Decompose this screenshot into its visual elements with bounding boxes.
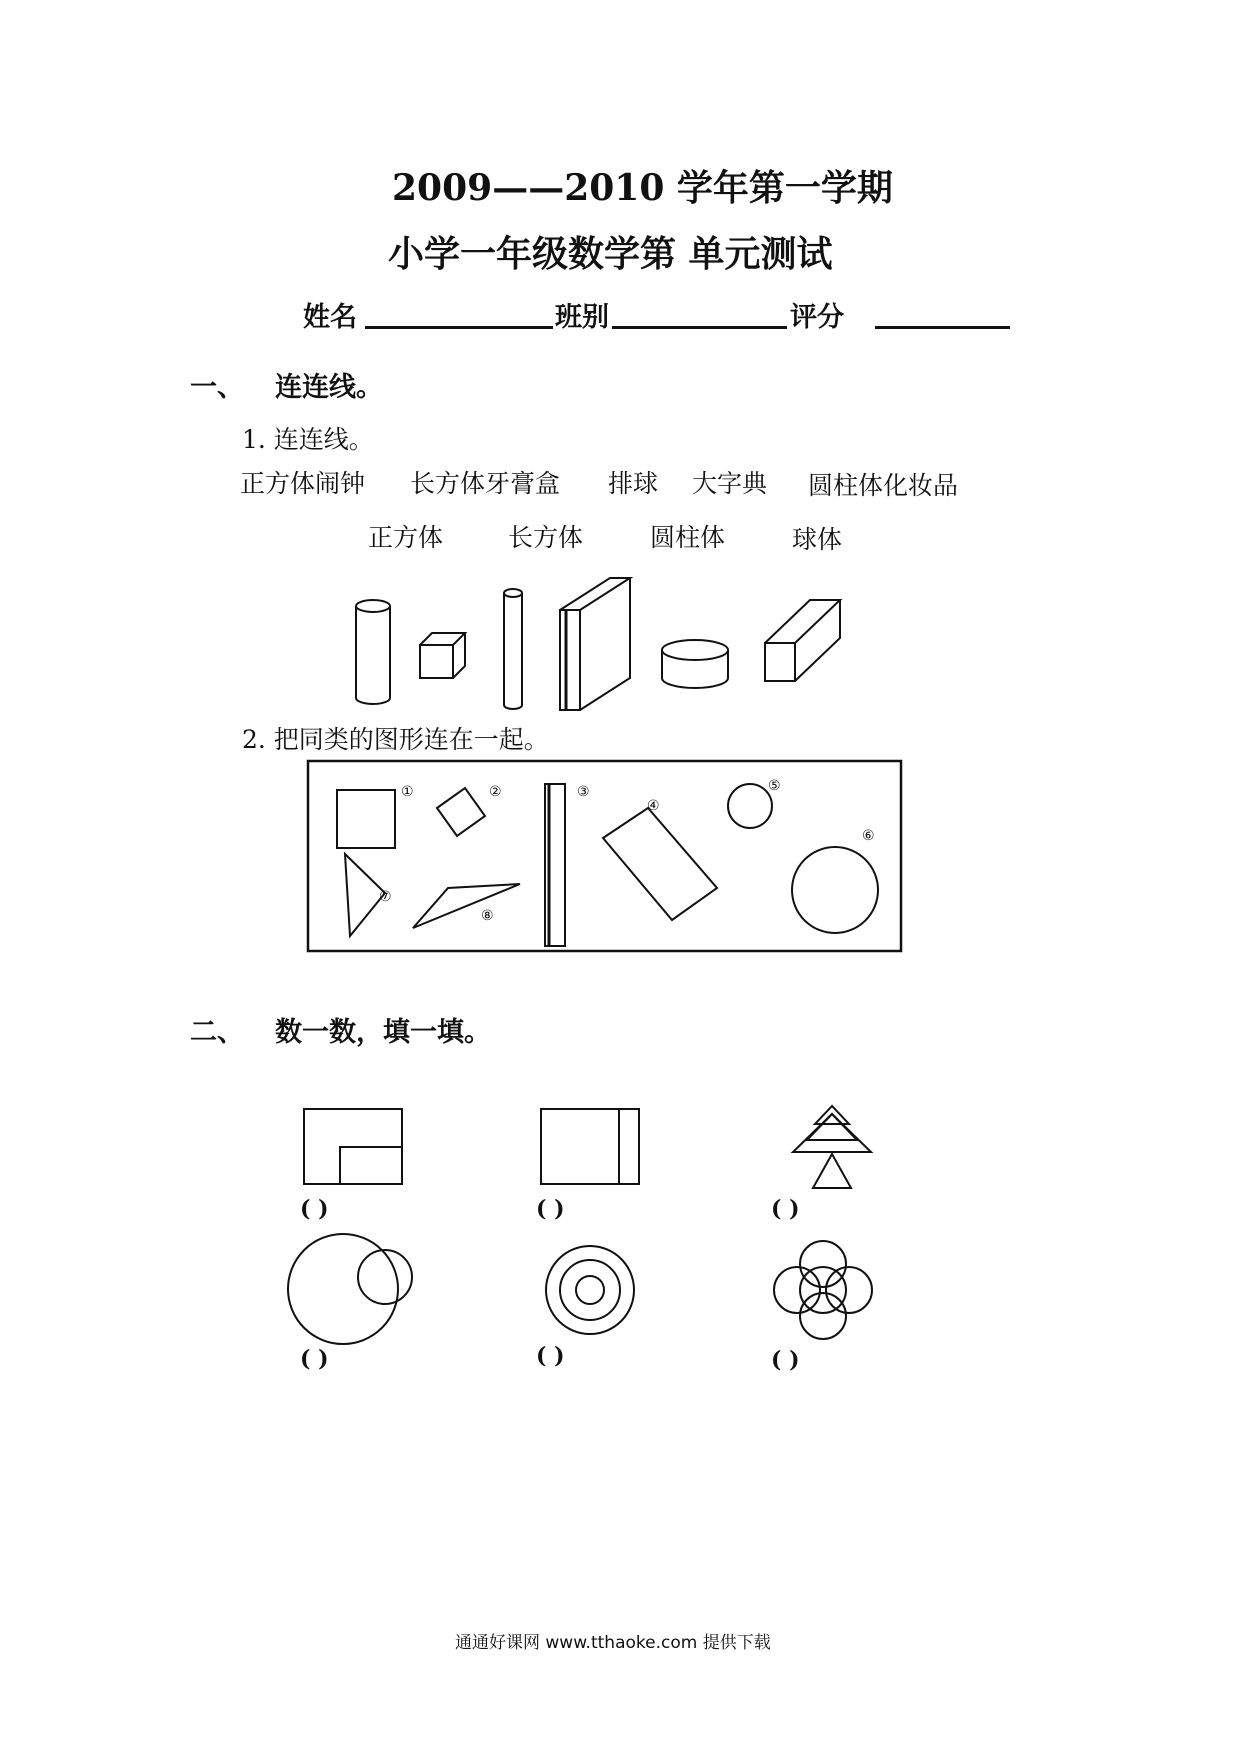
tall-cylinder xyxy=(356,600,390,704)
marker-7: ⑦ xyxy=(379,889,392,905)
answer-blank-1[interactable]: ( ) xyxy=(300,1196,329,1222)
solids-figure xyxy=(340,570,880,715)
marker-3: ③ xyxy=(577,784,590,800)
marker-2: ② xyxy=(489,784,502,800)
count-figure-4 xyxy=(285,1225,420,1350)
footer-text: 通通好课网 www.tthaoke.com 提供下载 xyxy=(455,1633,771,1653)
section2-title: 数一数，填一填。 xyxy=(275,1017,491,1048)
shape-cylinder[interactable]: 圆柱体 xyxy=(650,523,726,552)
answer-blank-3[interactable]: ( ) xyxy=(771,1196,800,1222)
shape-5-small-circle[interactable] xyxy=(728,784,772,828)
section1-number: 一、 xyxy=(190,372,244,403)
answer-blank-4[interactable]: ( ) xyxy=(300,1346,329,1372)
short-cylinder xyxy=(662,640,728,688)
count-figure-1 xyxy=(300,1105,410,1190)
name-label: 姓名 xyxy=(303,302,357,333)
object-cube-clock[interactable]: 正方体闹钟 xyxy=(240,469,366,498)
object-volleyball[interactable]: 排球 xyxy=(608,469,659,498)
small-cube xyxy=(420,633,465,678)
title-line1: 2009——2010 学年第一学期 xyxy=(392,167,893,209)
marker-5: ⑤ xyxy=(768,778,781,794)
title-line2: 小学一年级数学第 单元测试 xyxy=(388,233,833,275)
score-blank[interactable] xyxy=(875,326,1010,329)
answer-blank-6[interactable]: ( ) xyxy=(771,1347,800,1373)
shape-1-square[interactable] xyxy=(337,790,395,848)
marker-6: ⑥ xyxy=(862,828,875,844)
shape-6-big-circle[interactable] xyxy=(792,847,878,933)
long-cuboid xyxy=(765,600,840,681)
marker-4: ④ xyxy=(647,798,660,814)
section1-title: 连连线。 xyxy=(275,372,383,403)
count-figure-6 xyxy=(768,1235,878,1345)
q2-label: 2. 把同类的图形连在一起。 xyxy=(242,725,549,754)
score-label: 评分 xyxy=(790,302,844,333)
answer-blank-5[interactable]: ( ) xyxy=(536,1343,565,1369)
class-blank[interactable] xyxy=(612,326,787,329)
shape-4-rotated-rectangle[interactable] xyxy=(603,808,717,920)
answer-blank-2[interactable]: ( ) xyxy=(536,1196,565,1222)
shape-cuboid[interactable]: 长方体 xyxy=(508,523,584,552)
section2-number: 二、 xyxy=(190,1017,244,1048)
shape-cube[interactable]: 正方体 xyxy=(368,523,444,552)
name-blank[interactable] xyxy=(365,326,553,329)
object-cosmetic[interactable]: 圆柱体化妆品 xyxy=(808,471,959,500)
shapes-box xyxy=(305,758,905,958)
object-dictionary[interactable]: 大字典 xyxy=(692,469,768,498)
book-cuboid xyxy=(560,578,630,710)
count-figure-5 xyxy=(540,1240,640,1340)
marker-8: ⑧ xyxy=(481,908,494,924)
shape-8-flat-triangle[interactable] xyxy=(413,884,520,928)
q1-label: 1. 连连线。 xyxy=(242,425,374,454)
thin-cylinder xyxy=(504,589,522,709)
class-label: 班别 xyxy=(555,302,609,333)
count-figure-2 xyxy=(537,1105,647,1190)
shape-sphere[interactable]: 球体 xyxy=(792,525,843,554)
object-toothpaste-box[interactable]: 长方体牙膏盒 xyxy=(410,469,561,498)
shape-2-rotated-square[interactable] xyxy=(437,788,485,836)
marker-1: ① xyxy=(401,784,414,800)
count-figure-3 xyxy=(785,1100,880,1192)
